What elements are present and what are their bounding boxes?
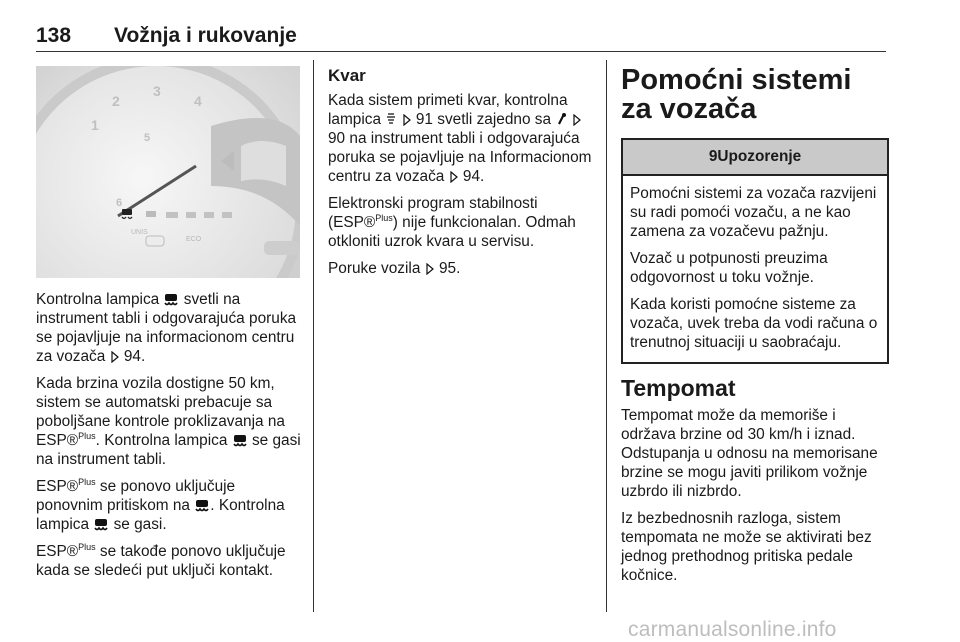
wrench-icon [555, 113, 567, 126]
paragraph: Poruke vozila 95. [328, 260, 461, 277]
skid-car-icon [163, 293, 179, 306]
section-heading: Kvar [328, 66, 366, 85]
page-ref-icon [449, 171, 459, 183]
warning-heading: Upozorenje [717, 148, 802, 165]
skid-car-icon [194, 499, 210, 512]
traction-lamp-icon [385, 113, 397, 126]
skid-car-icon [93, 518, 109, 531]
tempomat-heading: Tempomat [621, 375, 736, 401]
paragraph: Elektronski program stabilnosti (ESP®$^{Plus}$) nije funkcionalan. Odmah otkloniti uzrok kvara u servisu. [328, 195, 576, 250]
paragraph: Kada sistem primeti kvar, kontrolna lampica 91 svetli zajedno sa 90 na instrument tabli i odgovarajuća poruka se pojavljuje na Informacionom centru za vozača 94. [328, 92, 592, 185]
paragraph: ESP®$^{Plus}$ se takođe ponovo uključuje kada se sledeći put uključi kontakt. [36, 541, 286, 579]
column-divider [313, 60, 314, 612]
paragraph: Tempomat može da memoriše i održava brzine od 30 km/h i iznad. Odstupanja u odnosu na memorisane brzine se mogu javiti prilikom vožnje uzbrdo ili nizbrdo. [621, 407, 878, 500]
skid-car-icon [232, 434, 248, 447]
warning-text: Vozač u potpunosti preuzima odgovornost u toku vožnje. [630, 250, 828, 286]
column-divider [606, 60, 607, 612]
warning-body [623, 176, 887, 362]
dial-number: 4 [194, 93, 202, 109]
warning-box [621, 138, 889, 364]
watermark: carmanualsonline.info [628, 618, 837, 641]
column-3 [621, 66, 889, 593]
page-ref-icon [572, 114, 582, 126]
page-ref-icon [402, 114, 412, 126]
dial-number: 2 [112, 93, 120, 109]
instrument-cluster-photo [36, 66, 300, 278]
header-rule [36, 51, 886, 52]
warning-text: Pomoćni sistemi za vozača razvijeni su radi pomoći vozaču, a ne kao zamena za vozačevu pažnju. [630, 185, 877, 240]
paragraph: Iz bezbednosnih razloga, sistem tempomata ne može se aktivirati bez jednog prethodnog pritiska pedale kočnice. [621, 510, 872, 584]
paragraph: Kontrolna lampica svetli na instrument tabli i odgovarajuća poruka se pojavljuje na informacionom centru za vozača 94. [36, 291, 297, 365]
page-number: 138 [36, 24, 72, 47]
page-ref-icon [110, 351, 120, 363]
warning-text: Kada koristi pomoćne sisteme za vozača, uvek treba da vodi računa o trenutnoj situaciji u saobraćaju. [630, 296, 878, 351]
paragraph: Kada brzina vozila dostigne 50 km, sistem se automatski prebacuje sa poboljšane kontrole proklizavanja na ESP®$^{Plus}$. Kontrolna lampica se gasi na instrument tabli. [36, 375, 301, 468]
paragraph: ESP®$^{Plus}$ se ponovo uključuje ponovnim pritiskom na . Kontrolna lampica se gasi. [36, 476, 285, 533]
column-1 [36, 290, 301, 588]
dial-number: 1 [91, 117, 99, 133]
dial-number: 5 [144, 132, 151, 144]
dial-number: 6 [116, 197, 123, 209]
unis-label: UNIS [131, 229, 148, 236]
warning-header [623, 140, 887, 176]
page-ref-icon [425, 263, 435, 275]
section-title: Pomoćni sistemi za vozača [621, 64, 852, 125]
column-2 [328, 66, 596, 286]
warning-symbol: 9 [708, 148, 718, 165]
eco-label: ECO [186, 236, 202, 243]
page-header [36, 24, 297, 48]
chapter-title: Vožnja i rukovanje [114, 24, 297, 47]
dial-number: 3 [153, 83, 161, 99]
